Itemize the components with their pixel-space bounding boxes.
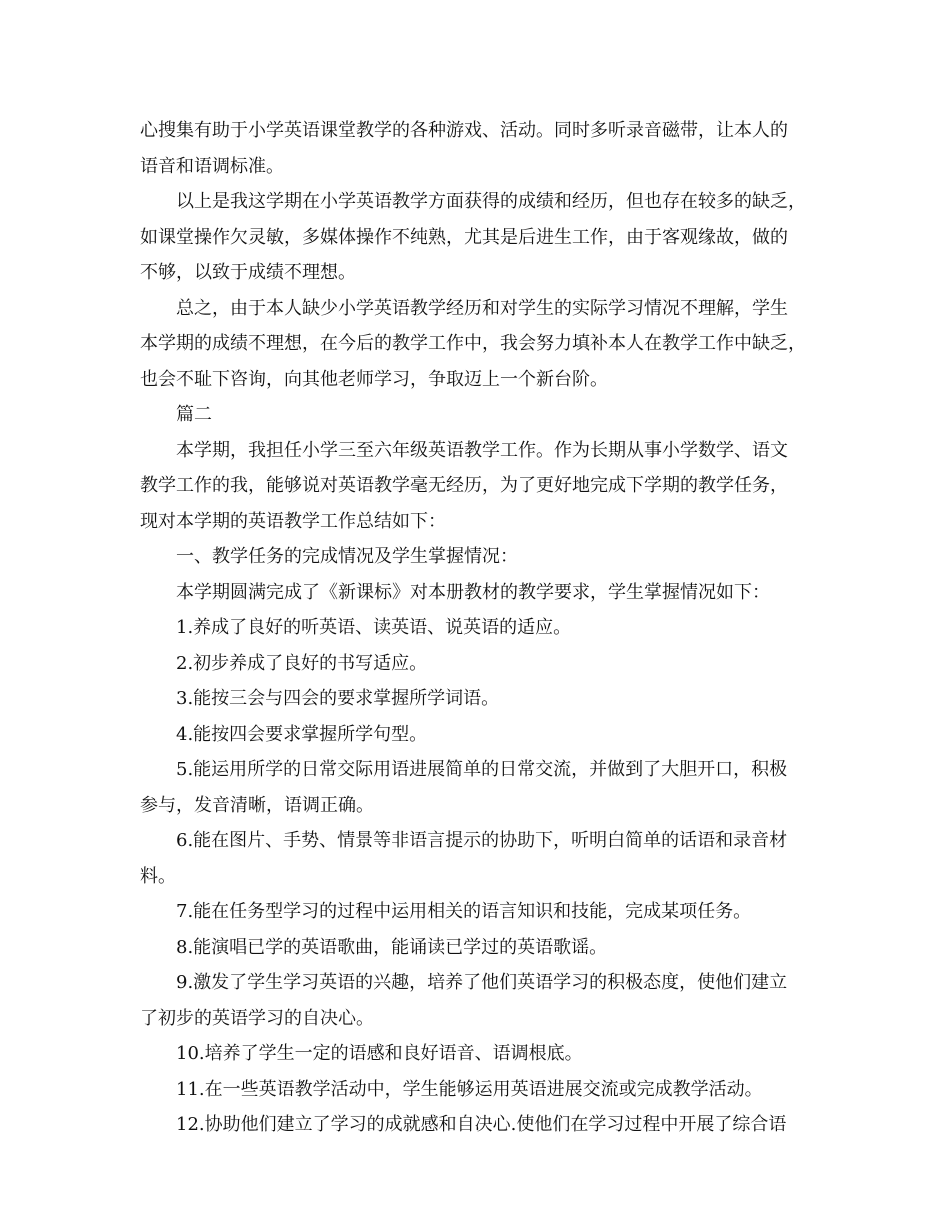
text-line: 2.初步养成了良好的书写适应。: [176, 652, 428, 674]
text-line: 9.激发了学生学习英语的兴趣，培养了他们英语学习的积极态度，使他们建立: [176, 972, 788, 993]
text-line: 7.能在任务型学习的过程中运用相关的语言知识和技能，完成某项任务。: [176, 901, 752, 922]
text-line: 1.养成了良好的听英语、读英语、说英语的适应。: [176, 617, 572, 638]
text-line: 一、教学任务的完成情况及学生掌握情况：: [176, 546, 518, 567]
text-line: 篇二: [176, 404, 212, 425]
text-line: 了初步的英语学习的自决心。: [140, 1007, 374, 1029]
text-line: 参与，发音清晰，语调正确。: [140, 794, 374, 816]
text-line: 也会不耻下咨询，向其他老师学习，争取迈上一个新台阶。: [140, 368, 608, 390]
text-line: 8.能演唱已学的英语歌曲，能诵读已学过的英语歌谣。: [176, 936, 608, 958]
text-line: 语音和语调标准。: [140, 155, 284, 177]
text-line: 不够，以致于成绩不理想。: [140, 262, 356, 283]
text-line: 本学期圆满完成了《新课标》对本册教材的教学要求，学生掌握情况如下：: [176, 581, 770, 603]
text-line: 12.协助他们建立了学习的成就感和自决心.使他们在学习过程中开展了综合语: [176, 1114, 787, 1135]
text-line: 现对本学期的英语教学工作总结如下：: [140, 510, 446, 532]
text-line: 11.在一些英语教学活动中，学生能够运用英语进展交流或完成教学活动。: [176, 1078, 763, 1100]
document-body: [140, 113, 820, 1143]
text-line: 料。: [140, 865, 176, 887]
text-line: 心搜集有助于小学英语课堂教学的各种游戏、活动。同时多听录音磁带，让本人的: [140, 120, 788, 141]
text-line: 4.能按四会要求掌握所学句型。: [176, 723, 428, 745]
text-line: 本学期，我担任小学三至六年级英语教学工作。作为长期从事小学数学、语文: [176, 439, 788, 461]
text-line: 10.培养了学生一定的语感和良好语音、语调根底。: [176, 1043, 583, 1064]
text-line: 6.能在图片、手势、情景等非语言提示的协助下，听明白简单的话语和录音材: [176, 830, 788, 851]
text-line: 以上是我这学期在小学英语教学方面获得的成绩和经历，但也存在较多的缺乏，: [176, 191, 806, 212]
text-line: 本学期的成绩不理想，在今后的教学工作中，我会努力填补本人在教学工作中缺乏，: [140, 333, 806, 354]
text-line: 5.能运用所学的日常交际用语进展简单的日常交流，并做到了大胆开口，积极: [176, 759, 788, 780]
text-line: 3.能按三会与四会的要求掌握所学词语。: [176, 688, 500, 709]
text-line: 总之，由于本人缺少小学英语教学经历和对学生的实际学习情况不理解，学生: [176, 297, 788, 319]
text-line: 教学工作的我，能够说对英语教学毫无经历，为了更好地完成下学期的教学任务，: [140, 475, 788, 496]
text-line: 如课堂操作欠灵敏，多媒体操作不纯熟，尤其是后进生工作，由于客观缘故，做的: [140, 226, 788, 248]
